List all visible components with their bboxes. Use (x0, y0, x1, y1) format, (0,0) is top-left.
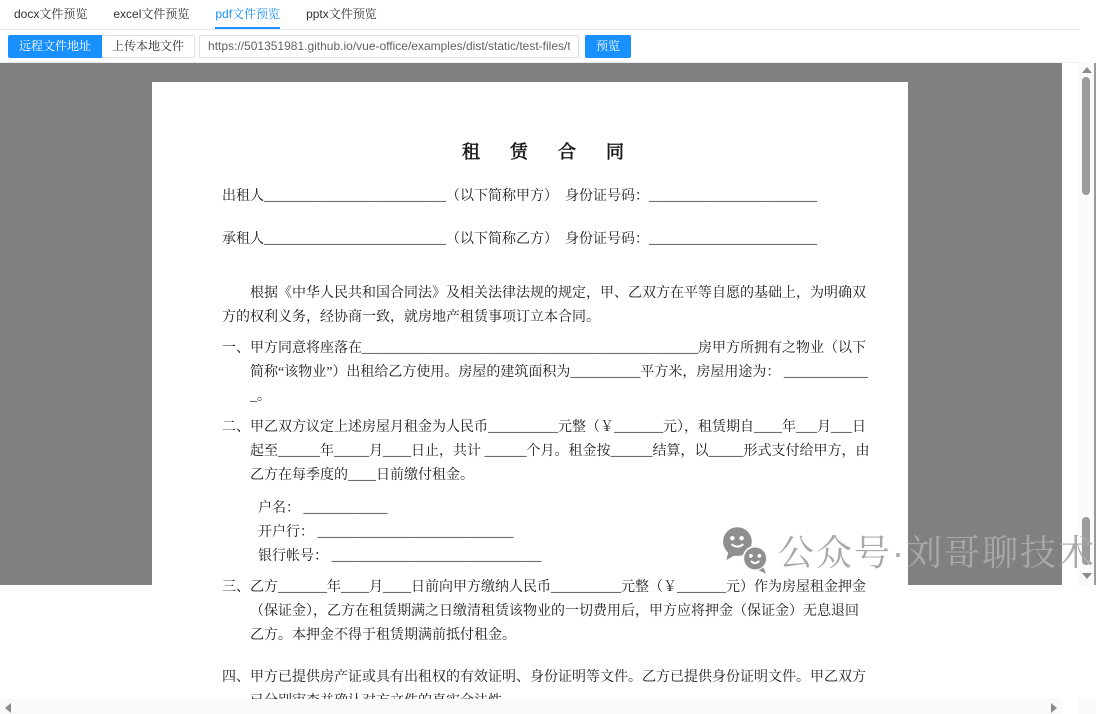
vertical-scrollbar-thumb-lower[interactable] (1082, 517, 1090, 565)
upload-local-file-button[interactable]: 上传本地文件 (102, 35, 195, 58)
bank-name-line: 户名： ____________ (258, 501, 388, 516)
vertical-scrollbar-thumb[interactable] (1082, 77, 1090, 195)
bank-account-line: 银行帐号： ______________________________ (258, 549, 542, 564)
scroll-up-arrow-icon[interactable] (1082, 67, 1092, 73)
tab-docx-preview[interactable]: docx文件预览 (14, 7, 88, 21)
preview-button[interactable]: 预览 (585, 35, 631, 58)
preview-toolbar (0, 30, 1080, 63)
contract-clause-1: 一、甲方同意将座落在________________________________________________房甲方所拥有之物业（以下简称“该物业”）出租给乙方使用。房屋的建筑面积为__________平方米，房屋用途为： _____________。 (222, 341, 868, 404)
scroll-right-arrow-icon[interactable] (1051, 703, 1057, 713)
contract-clause-3: 三、乙方_______年____月____日前向甲方缴纳人民币__________元整（￥_______元）作为房屋租金押金（保证金），乙方在租赁期满之日缴清租赁该物业的一切费用后，甲方应将押金（保证金）无息退回乙方。本押金不得于租赁期满前抵付租金。 (222, 580, 866, 643)
pdf-page (152, 82, 908, 685)
scrollbar-corner (1078, 699, 1096, 714)
tab-bar (0, 0, 1080, 30)
vertical-scrollbar[interactable] (1078, 63, 1096, 585)
party-a-line: 出租人__________________________（以下简称甲方） 身份证号码：________________________ (222, 189, 817, 204)
scroll-down-arrow-icon[interactable] (1082, 573, 1092, 579)
bank-branch-line: 开户行： ____________________________ (258, 525, 514, 540)
tab-pptx-preview[interactable]: pptx文件预览 (306, 7, 377, 21)
remote-url-button[interactable]: 远程文件地址 (8, 35, 102, 58)
scroll-left-arrow-icon[interactable] (5, 703, 11, 713)
tab-excel-preview[interactable]: excel文件预览 (113, 7, 190, 21)
contract-clause-2: 二、甲乙双方议定上述房屋月租金为人民币__________元整（￥_______元），租赁期自____年___月___日起至______年_____月____日止，共计 ______个月。租金按______结算，以_____形式支付给甲方，由乙方在每季度的____日前缴付租金。 (222, 420, 870, 483)
contract-intro: 根据《中华人民共和国合同法》及相关法律法规的规定，甲、乙双方在平等自愿的基础上，为明确双方的权利义务，经协商一致，就房地产租赁事项订立本合同。 (222, 286, 866, 325)
tab-pdf-preview[interactable]: pdf文件预览 (215, 0, 280, 29)
horizontal-scrollbar[interactable] (0, 699, 1062, 714)
pdf-viewer (0, 63, 1062, 685)
contract-body (152, 82, 908, 714)
party-b-line: 承租人__________________________（以下简称乙方） 身份证号码：________________________ (222, 232, 817, 247)
file-url-input[interactable] (199, 35, 579, 58)
contract-title: 租 赁 合 同 (462, 142, 630, 162)
contract-clause-4: 四、甲方已提供房产证或具有出租权的有效证明、身份证明等文件。乙方已提供身份证明文件。甲乙双方 (222, 670, 866, 685)
watermark-text: 公众号·刘哥聊技术 (778, 531, 1096, 573)
